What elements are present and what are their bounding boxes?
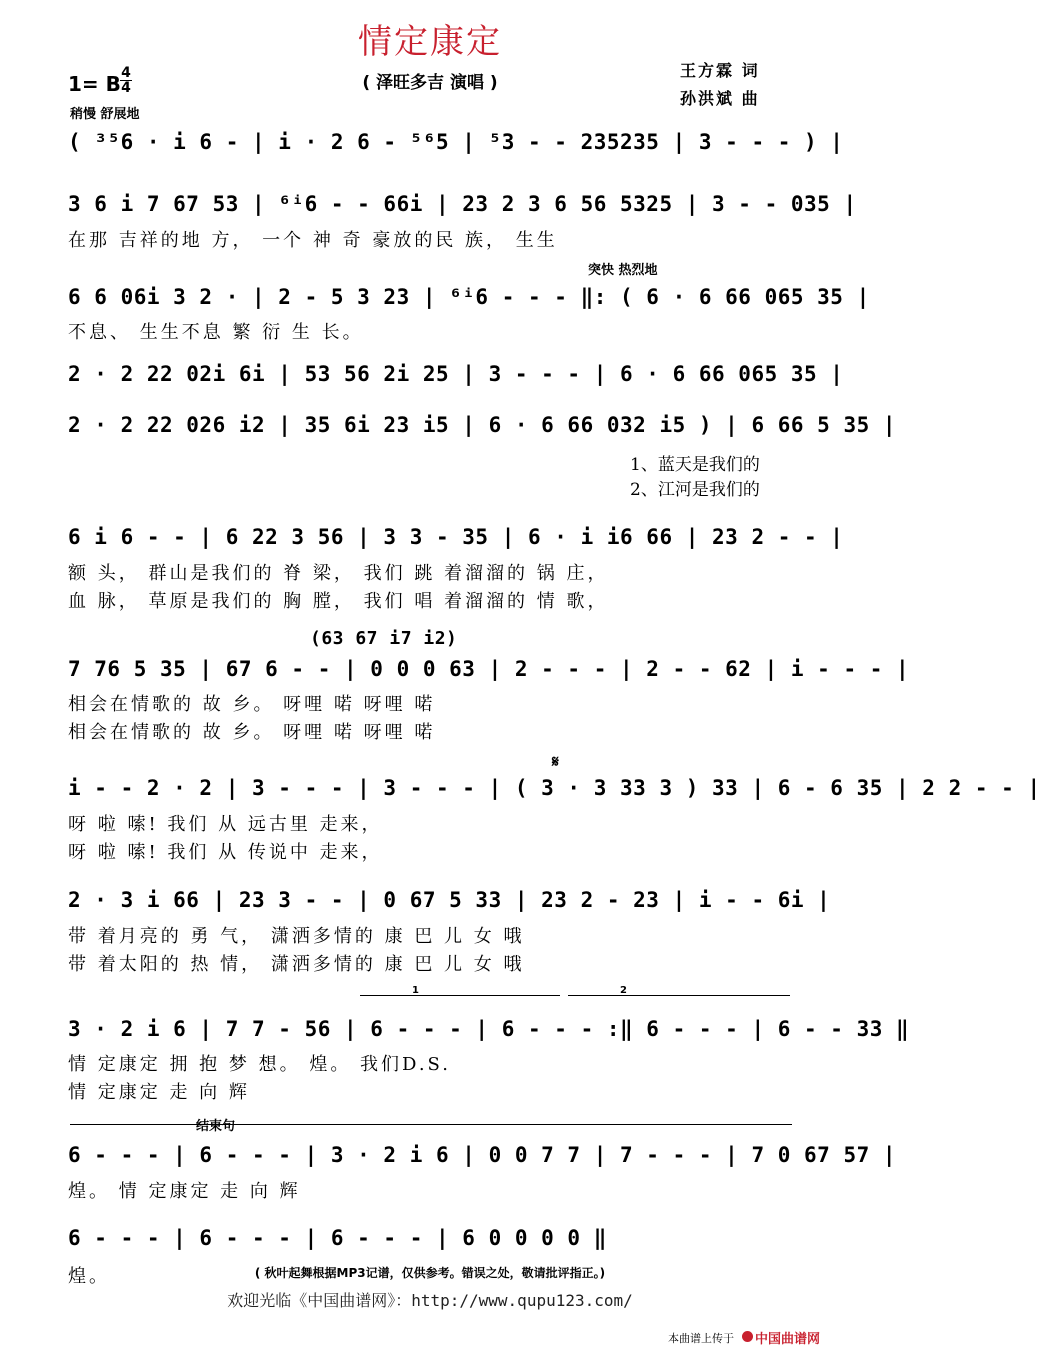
meter-bottom: 4 (121, 80, 131, 96)
notation-row-6: 6 i 6 - - | 6 22 3 56 | 3 3 - 35 | 6 · i i6 66 | 23 2 - - | (68, 525, 844, 549)
lyric-row-7-line-2: 相会在情歌的 故 乡。 呀哩 喏 呀哩 喏 (68, 722, 436, 743)
tempo-marking: 稍慢 舒展地 (70, 107, 140, 122)
verse-label-2: 2、江河是我们的 (630, 480, 760, 500)
fast-marking: 突快 热烈地 (588, 263, 658, 278)
notation-row-5: 2 · 2 22 026 i2 | 35 6i 23 i5 | 6 · 6 66 032 i5 ) | 6 66 5 35 | (68, 413, 897, 437)
lyric-row-6-line-1: 额 头， 群山是我们的 脊 梁， 我们 跳 着溜溜的 锅 庄， (68, 563, 609, 584)
notation-row-4: 2 · 2 22 02i 6i | 53 56 2i 25 | 3 - - - | 6 · 6 66 065 35 | (68, 362, 844, 386)
lyric-row-2-line-1: 在那 吉祥的地 方， 一个 神 奇 豪放的民 族， 生生 (68, 230, 558, 251)
segno-sign: 𝄋 (552, 752, 559, 771)
lyric-row-7-line-1: 相会在情歌的 故 乡。 呀哩 喏 呀哩 喏 (68, 694, 436, 715)
notation-row-1: ( ³⁵6 · i 6 - | i · 2 6 - ⁵⁶5 | ⁵3 - - 235235 | 3 - - - ) | (68, 130, 844, 154)
lyric-row-11-line-1: 煌。 情 定康定 走 向 辉 (68, 1181, 301, 1202)
composer-credit: 孙洪斌 曲 (680, 89, 760, 108)
lyric-row-10-line-2: 情 定康定 走 向 辉 (68, 1082, 250, 1103)
lyricist-credit: 王方霖 词 (680, 61, 760, 80)
notation-row-11: 6 - - - | 6 - - - | 3 · 2 i 6 | 0 0 7 7 | 7 - - - | 7 0 67 57 | (68, 1143, 897, 1167)
uploaded-label: 本曲谱上传于 (668, 1332, 734, 1345)
notation-row-3: 6 6 06i 3 2 · | 2 - 5 3 23 | ⁶ⁱ6 - - - ‖: ( 6 · 6 66 065 35 | (68, 285, 870, 309)
key-signature: 1= B (68, 72, 121, 96)
lyric-row-9-line-1: 带 着月亮的 勇 气， 潇洒多情的 康 巴 儿 女 哦 (68, 926, 525, 947)
lyric-row-6-line-2: 血 脉， 草原是我们的 胸 膛， 我们 唱 着溜溜的 情 歌， (68, 591, 609, 612)
ending2-label: 2 (620, 985, 627, 996)
meter-top: 4 (121, 65, 131, 81)
time-signature (120, 66, 132, 95)
lyric-row-8-line-2: 呀 啦 嗦! 我们 从 传说中 走来， (68, 842, 383, 863)
ending1-label: 1 (412, 985, 419, 996)
notation-row-8: i - - 2 · 2 | 3 - - - | 3 - - - | ( 3 · 3 33 3 ) 33 | 6 - 6 35 | 2 2 - - | (68, 776, 1041, 800)
lyric-row-10-line-1: 情 定康定 拥 抱 梦 想。 煌。 我们D.S. (68, 1054, 451, 1075)
lyric-row-9-line-2: 带 着太阳的 热 情， 潇洒多情的 康 巴 儿 女 哦 (68, 954, 525, 975)
ending1-bracket (360, 995, 560, 996)
song-title: 情定康定 (358, 22, 502, 62)
transcription-note: ( 秋叶起舞根据MP3记谱，仅供参考。错误之处，敬请批评指正。) (254, 1266, 606, 1280)
ending2-bracket (568, 995, 790, 996)
lyric-row-8-line-1: 呀 啦 嗦! 我们 从 远古里 走来， (68, 814, 383, 835)
notation-row-12: 6 - - - | 6 - - - | 6 - - - | 6 0 0 0 0 ‖ (68, 1226, 607, 1250)
verse-label-1: 1、蓝天是我们的 (630, 455, 760, 475)
notation-row-9: 2 · 3 i 66 | 23 3 - - | 0 67 5 33 | 23 2 - 23 | i - - 6i | (68, 888, 831, 912)
notation-row-2: 3 6 i 7 67 53 | ⁶ⁱ6 - - 66i | 23 2 3 6 56 5325 | 3 - - 035 | (68, 192, 857, 216)
lyric-row-12-line-1: 煌。 (68, 1266, 110, 1287)
singer-line: ( 泽旺多吉 演唱 ) (362, 73, 498, 93)
lyric-row-3-line-1: 不息、 生生不息 繁 衍 生 长。 (68, 322, 364, 343)
site-logo-icon (742, 1331, 753, 1342)
notation-row-10: 3 · 2 i 6 | 7 7 - 56 | 6 - - - | 6 - - - :‖ 6 - - - | 6 - - 33 ‖ (68, 1017, 910, 1041)
site-logo-text[interactable]: 中国曲谱网 (755, 1332, 821, 1347)
coda-label: 结束句 (196, 1119, 236, 1134)
welcome-link-text[interactable]: 欢迎光临《中国曲谱网》：http://www.qupu123.com/ (227, 1291, 633, 1310)
interlude-notes: (63 67 i7 i2) (310, 628, 458, 649)
coda-bracket (70, 1124, 792, 1125)
notation-row-7: 7 76 5 35 | 67 6 - - | 0 0 0 63 | 2 - - - | 2 - - 62 | i - - - | (68, 657, 910, 681)
